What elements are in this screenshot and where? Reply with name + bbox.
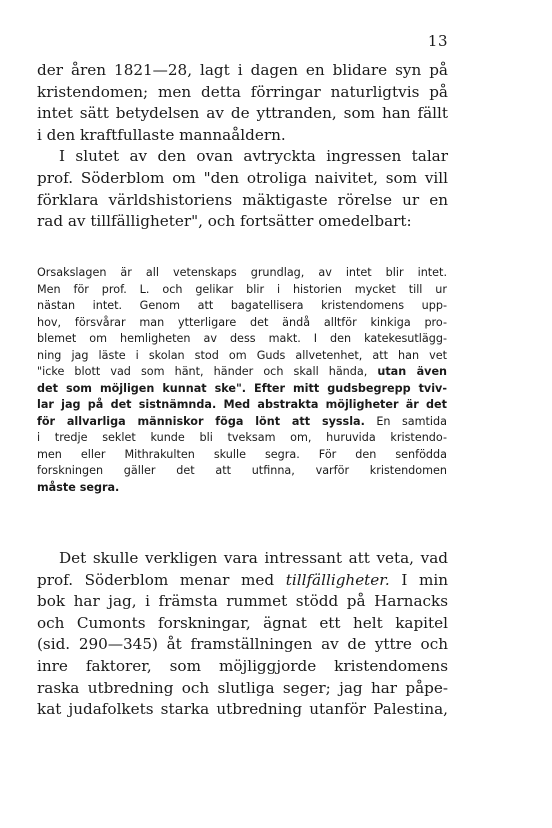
text-run: prof. Söderblom menar med [37, 570, 286, 589]
paragraph-line: och Cumonts forskningar, ägnat ett helt kapitel [37, 613, 448, 632]
quote-text: "icke blott vad som hänt, händer och skall hända, [37, 365, 368, 378]
quote-line: blemet om hemligheten av dess makt. I den katekesutlägg- [37, 332, 447, 345]
page-number: 13 [427, 32, 448, 50]
quote-line: Men för prof. L. och gelikar blir i historien mycket till ur [37, 282, 447, 296]
paragraph-line: prof. Söderblom om "den otroliga naivitet, som vill [37, 168, 448, 187]
quote-text: En samtida [376, 414, 447, 428]
quote-line: men eller Mithrakulten skulle segra. För den senfödda [37, 447, 447, 461]
paragraph-line: raska utbredning och slutliga seger; jag har påpe- [37, 678, 448, 697]
quote-line: hov, försvårar man ytterligare det ändå alltför kinkiga pro- [37, 315, 447, 329]
quote-line: det som möjligen kunnat ske". Efter mitt gudsbegrepp tviv- [37, 381, 447, 395]
quote-line [37, 364, 447, 381]
quote-line: lar jag på det sistnämnda. Med abstrakta möjligheter är det [37, 398, 447, 411]
quote-line: ning jag läste i skolan stod om Guds allvetenhet, att han vet [37, 348, 447, 362]
paragraph-line: Det skulle verkligen vara intressant att veta, vad [59, 549, 448, 567]
quote-emphasis: utan även [377, 365, 447, 378]
paragraph-line: (sid. 290—345) åt framställningen av de yttre och [37, 635, 448, 654]
quote-line: måste segra. [37, 480, 120, 494]
italic-term: tillfälligheter. [285, 570, 390, 589]
block-quote [37, 265, 447, 496]
quote-line: nästan intet. Genom att bagatellisera kristendomens upp- [37, 299, 447, 312]
paragraph-line: I slutet av den ovan avtryckta ingressen talar [59, 147, 448, 166]
paragraph-line: inre faktorer, som möjliggjorde kristendomens [37, 656, 448, 675]
bottom-text-block [37, 548, 448, 721]
paragraph-line: i den kraftfullaste mannaåldern. [37, 125, 286, 144]
paragraph-line: intet sätt betydelsen av de yttranden, som han fällt [37, 104, 448, 123]
paragraph-line: rad av tillfälligheter", och fortsätter omedelbart: [37, 212, 412, 231]
quote-line: i tredje seklet kunde bli tveksam om, huruvida kristendo- [37, 431, 447, 444]
paragraph-line: der åren 1821—28, lagt i dagen en blidare syn på [37, 61, 448, 79]
paragraph-line [37, 570, 448, 592]
quote-line: forskningen gäller det att utfinna, varför kristendomen [37, 464, 447, 477]
top-text-block [37, 60, 448, 233]
paragraph-line: kat judafolkets starka utbredning utanför Palestina, [37, 700, 448, 719]
paragraph-line: kristendomen; men detta förringar naturligtvis på [37, 82, 448, 101]
quote-line [37, 414, 447, 431]
quote-emphasis: för allvarliga människor föga lönt att syssla. [37, 414, 365, 428]
paragraph-line: förklara världshistoriens mäktigaste rörelse ur en [37, 190, 448, 209]
quote-line: Orsakslagen är all vetenskaps grundlag, av intet blir intet. [37, 266, 447, 279]
paragraph-line: bok har jag, i främsta rummet stödd på Harnacks [37, 592, 448, 611]
text-run: I min [389, 570, 448, 589]
